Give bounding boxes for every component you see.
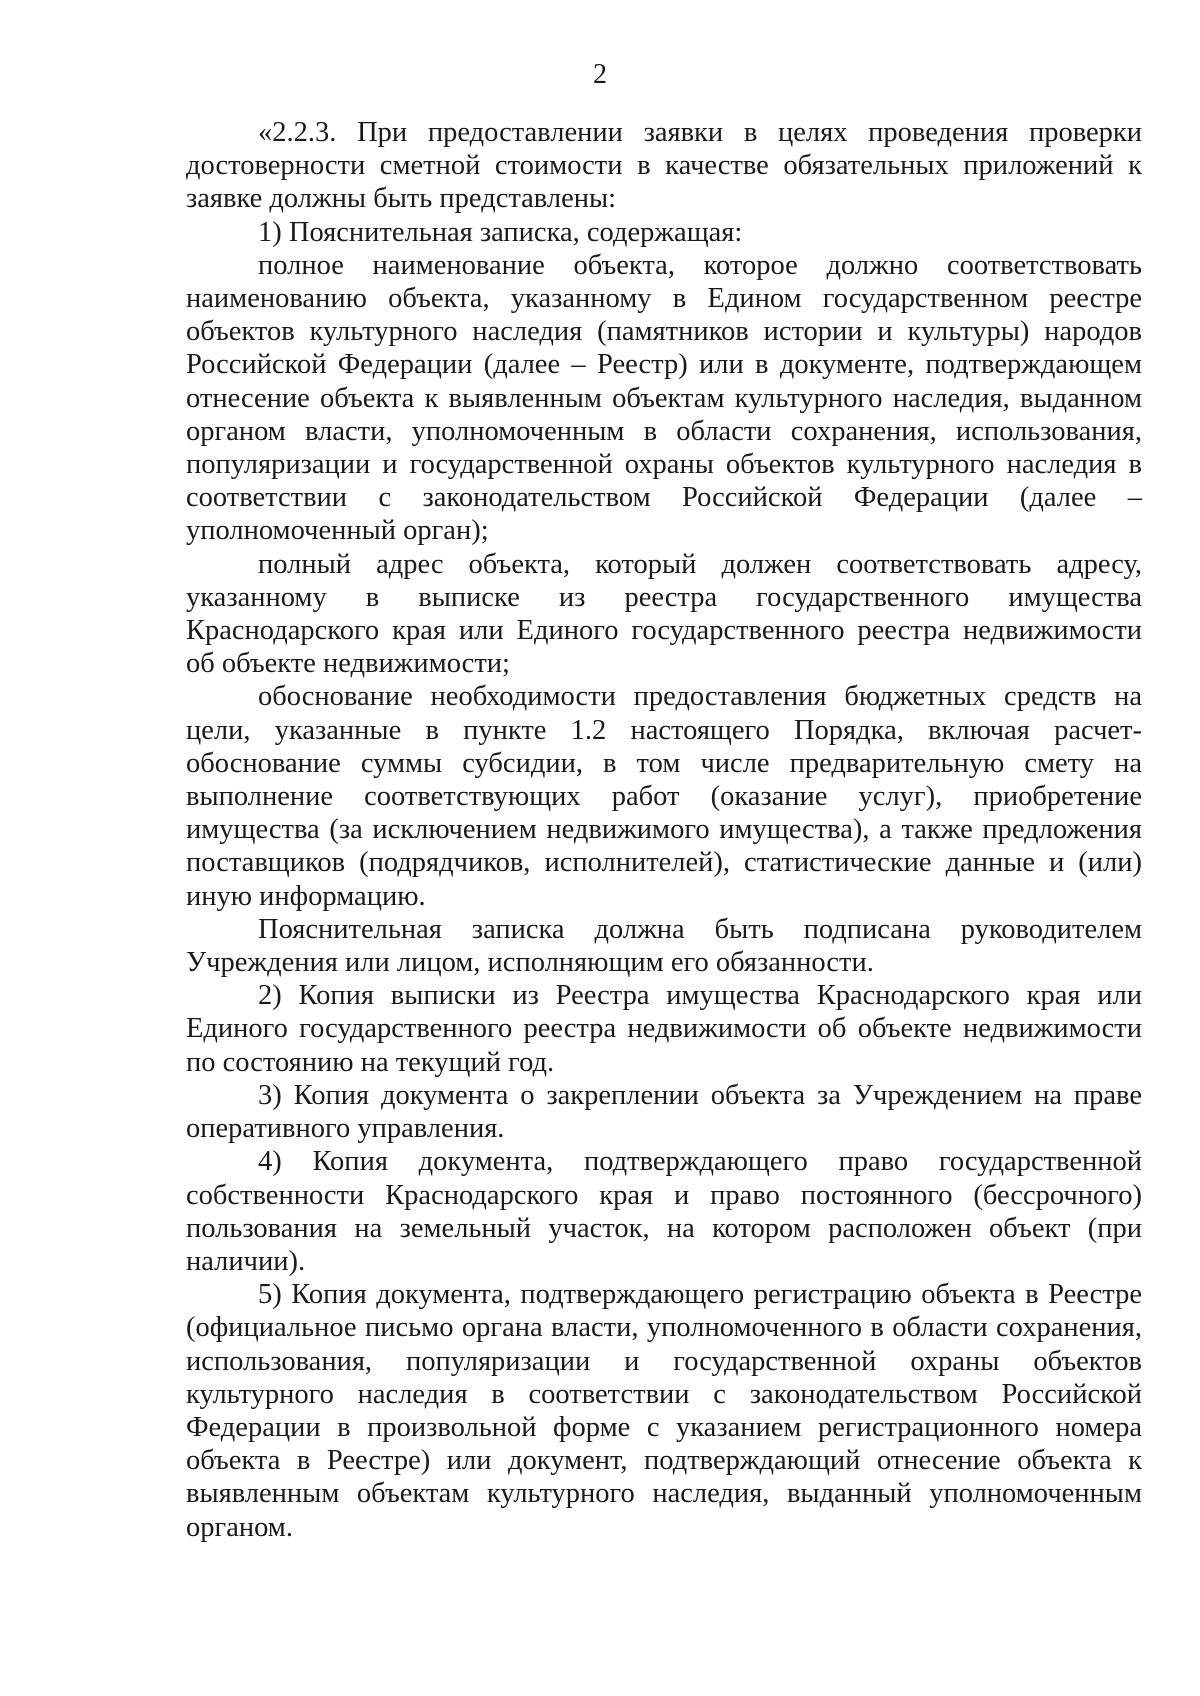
paragraph-item-4: 4) Копия документа, подтверждающего право государственной собственности Краснодарского края и право постоянного (бессрочного) пользования на земельный участок, на котором расположен объект (при наличии). — [186, 1146, 1142, 1277]
paragraph-item-1: 1) Пояснительная записка, содержащая: — [258, 216, 743, 248]
paragraph-full-name: полное наименование объекта, которое должно соответствовать наименованию объекта, указанному в Едином государственном реестре объектов культурного наследия (памятников истории и культуры) народов Российской Федерации (далее – Реестр) или в документе, подтверждающем отнесение объекта к выявленным объектам культурного наследия, выданном органом власти, уполномоченным в области сохранения, использования, популяризации и государственной охраны объектов культурного наследия в соответствии с законодательством Российской Федерации (далее – уполномоченный орган); — [186, 249, 1142, 547]
paragraph-item-5: 5) Копия документа, подтверждающего регистрацию объекта в Реестре (официальное письмо органа власти, уполномоченного в области сохранения, использования, популяризации и государственной охраны объектов культурного наследия в соответствии с законодательством Российской Федерации в произвольной форме с указанием регистрационного номера объекта в Реестре) или документ, подтверждающий отнесение объекта к выявленным объектам культурного наследия, выданный уполномоченным органом. — [186, 1279, 1142, 1543]
paragraph-signature-requirement: Пояснительная записка должна быть подписана руководителем Учреждения или лицом, исполняющим его обязанности. — [186, 913, 1142, 979]
document-body — [186, 116, 1142, 1544]
paragraph-2-2-3-intro: «2.2.3. При предоставлении заявки в целях проведения проверки достоверности сметной стоимости в качестве обязательных приложений к заявке должны быть представлены: — [186, 117, 1142, 215]
paragraph-item-3: 3) Копия документа о закреплении объекта за Учреждением на праве оперативного управления. — [186, 1079, 1142, 1145]
page-number: 2 — [593, 59, 607, 90]
paragraph-item-2: 2) Копия выписки из Реестра имущества Краснодарского края или Единого государственного реестра недвижимости об объекте недвижимости по состоянию на текущий год. — [186, 980, 1142, 1078]
paragraph-full-address: полный адрес объекта, который должен соответствовать адресу, указанному в выписке из реестра государственного имущества Краснодарского края или Единого государственного реестра недвижимости об объекте недвижимости; — [186, 548, 1142, 680]
paragraph-justification: обоснование необходимости предоставления бюджетных средств на цели, указанные в пункте 1.2 настоящего Порядка, включая расчет-обоснование суммы субсидии, в том числе предварительную смету на выполнение соответствующих работ (оказание услуг), приобретение имущества (за исключением недвижимого имущества), а также предложения поставщиков (подрядчиков, исполнителей), статистические данные и (или) иную информацию. — [186, 681, 1142, 912]
